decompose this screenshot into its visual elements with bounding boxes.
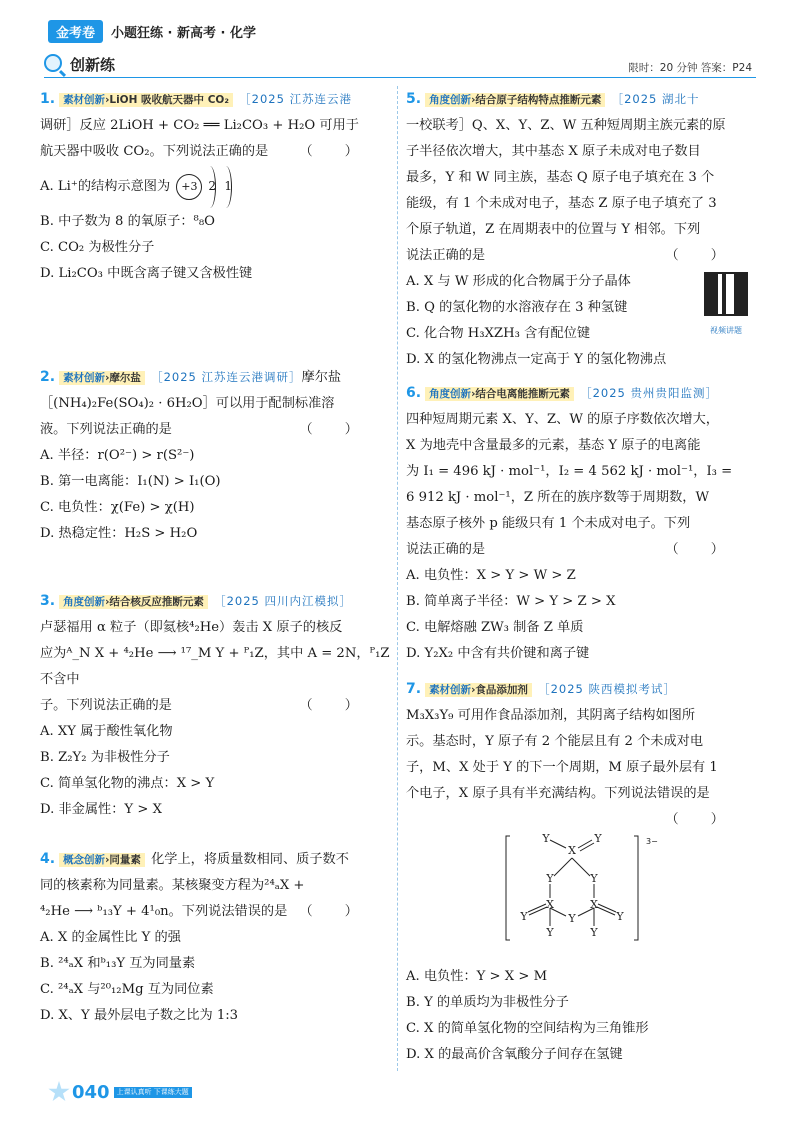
magnifier-icon bbox=[44, 54, 62, 72]
source-label: ［2025 江苏连云港调研］ bbox=[151, 370, 302, 384]
question-stem: 示。基态时，Y 原子有 2 个能层且有 2 个未成对电 bbox=[406, 734, 704, 749]
question-stem: 说法正确的是 （ ） bbox=[406, 537, 758, 563]
question-number: 3. bbox=[40, 593, 56, 609]
question-5 bbox=[406, 86, 758, 373]
shell-arc bbox=[220, 166, 232, 208]
option-b[interactable]: B. Y 的单质均为非极性分子 bbox=[406, 995, 569, 1010]
question-1 bbox=[40, 86, 392, 287]
option-b[interactable]: B. Z₂Y₂ 为非极性分子 bbox=[40, 750, 170, 765]
atom-label: Y bbox=[546, 872, 554, 885]
answer-paren: （ ） bbox=[665, 542, 738, 557]
question-3 bbox=[40, 588, 392, 823]
option-d[interactable]: D. 非金属性：Y > X bbox=[40, 802, 162, 817]
question-stem: ［(NH₄)₂Fe(SO₄)₂ · 6H₂O］可以用于配制标准溶 bbox=[40, 396, 335, 411]
question-stem: 航天器中吸收 CO₂。下列说法正确的是 （ ） bbox=[40, 139, 392, 165]
section-title: 创新练 bbox=[70, 56, 116, 74]
question-number: 1. bbox=[40, 91, 56, 107]
shell-electrons: 2 bbox=[208, 178, 216, 193]
question-stem: 子半径依次增大，其中基态 X 原子未成对电子数目 bbox=[406, 144, 701, 159]
series-title: 小题狂练 · 新高考 · 化学 bbox=[111, 25, 256, 41]
option-a[interactable]: A. XY 属于酸性氧化物 bbox=[40, 724, 173, 739]
answer-paren: （ ） bbox=[665, 812, 738, 827]
tag-badge: 素材创新›LiOH 吸收航天器中 CO₂ bbox=[59, 93, 233, 107]
page-footer bbox=[48, 1074, 192, 1110]
option-c[interactable]: C. CO₂ 为极性分子 bbox=[40, 240, 155, 255]
question-6 bbox=[406, 380, 758, 667]
question-stem: 个电子，X 原子具有半充满结构。下列说法错误的是 bbox=[406, 786, 710, 801]
question-number: 7. bbox=[406, 681, 422, 697]
option-d[interactable]: D. Li₂CO₃ 中既含离子键又含极性键 bbox=[40, 266, 253, 281]
question-head bbox=[40, 86, 392, 113]
source-label: ［2025 贵州贵阳监测］ bbox=[580, 386, 719, 400]
question-stem: 个原子轨道，Z 在周期表中的位置与 Y 相邻。下列 bbox=[406, 222, 701, 237]
option-a[interactable]: A. X 的金属性比 Y 的强 bbox=[40, 930, 181, 945]
question-7 bbox=[406, 676, 758, 1062]
question-stem: 6 912 kJ · mol⁻¹，Z 所在的族序数等于周期数，W bbox=[406, 490, 710, 505]
question-stem: 同的核素称为同量素。某核聚变方程为²⁴ₐX + bbox=[40, 878, 305, 893]
answer-paren: （ ） bbox=[299, 144, 372, 159]
question-stem: 子。下列说法正确的是 （ ） bbox=[40, 693, 392, 719]
timing-info: 限时：20 分钟 答案：P24 bbox=[628, 62, 752, 74]
question-stem: 应为ᴬ_N X + ⁴₂He ⟶ ¹⁷_M Y + ᴾ₁Z，其中 A = 2N，ᴾ₁Z 不含中 bbox=[40, 646, 390, 687]
source-label: ［2025 湖北十 bbox=[611, 92, 700, 106]
question-stem: 调研］反应 2LiOH + CO₂ ══ Li₂CO₃ + H₂O 可用于 bbox=[40, 118, 359, 133]
option-c[interactable]: C. 简单氢化物的沸点：X > Y bbox=[40, 776, 215, 791]
question-stem: X 为地壳中含量最多的元素，基态 Y 原子的电离能 bbox=[406, 438, 701, 453]
source-label: ［2025 四川内江模拟］ bbox=[214, 594, 353, 608]
question-head bbox=[406, 380, 758, 407]
shell-arc bbox=[204, 166, 216, 208]
tag-badge: 概念创新›同量素 bbox=[59, 853, 145, 867]
option-c[interactable]: C. 电解熔融 ZW₃ 制备 Z 单质 bbox=[406, 620, 584, 635]
option-c[interactable]: C. 电负性：χ(Fe) > χ(H) bbox=[40, 500, 195, 515]
question-number: 6. bbox=[406, 385, 422, 401]
question-number: 5. bbox=[406, 91, 422, 107]
question-stem: 化学上，将质量数相同、质子数不 bbox=[151, 852, 349, 867]
question-stem: 说法正确的是 （ ） bbox=[406, 243, 758, 269]
option-b[interactable]: B. 中子数为 8 的氧原子：⁸₈O bbox=[40, 214, 215, 229]
option-c[interactable]: C. ²⁴ₐX 与²⁰₁₂Mg 互为同位素 bbox=[40, 982, 214, 997]
tag-badge: 素材创新›摩尔盐 bbox=[59, 371, 145, 385]
question-stem: 为 I₁ = 496 kJ · mol⁻¹，I₂ = 4 562 kJ · mol⁻¹，I₃ = bbox=[406, 464, 733, 479]
tag-badge: 角度创新›结合电离能推断元素 bbox=[425, 387, 574, 401]
page-header bbox=[48, 20, 256, 42]
question-stem: 最多，Y 和 W 同主族，基态 Q 原子电子填充在 3 个 bbox=[406, 170, 715, 185]
shell-electrons: 1 bbox=[224, 178, 232, 193]
nucleus-circle: +3 bbox=[176, 174, 202, 200]
source-label: ［2025 江苏连云港 bbox=[239, 92, 353, 106]
section-header bbox=[44, 52, 756, 78]
ion-charge: 3− bbox=[646, 837, 658, 846]
atom-label: Y bbox=[546, 926, 554, 939]
answer-paren: （ ） bbox=[665, 248, 738, 263]
question-head bbox=[406, 676, 758, 703]
option-d[interactable]: D. Y₂X₂ 中含有共价键和离子键 bbox=[406, 646, 590, 661]
tag-badge: 素材创新›食品添加剂 bbox=[425, 683, 532, 697]
atom-label: Y bbox=[542, 832, 550, 845]
atom-label: X bbox=[546, 898, 554, 911]
column-divider bbox=[397, 86, 398, 1071]
question-stem: ⁴₂He ⟶ ᵇ₁₃Y + 4¹₀n。下列说法错误的是 （ ） bbox=[40, 899, 392, 925]
star-icon bbox=[48, 1081, 70, 1103]
anion-structure-svg bbox=[506, 832, 656, 944]
question-stem: 四种短周期元素 X、Y、Z、W 的原子序数依次增大， bbox=[406, 412, 719, 427]
answer-paren: （ ） bbox=[299, 698, 372, 713]
question-number: 4. bbox=[40, 851, 56, 867]
source-label: ［2025 陕西模拟考试］ bbox=[538, 682, 677, 696]
option-b[interactable]: B. ²⁴ₐX 和ᵇ₁₃Y 互为同量素 bbox=[40, 956, 196, 971]
qr-label: 视频讲题 bbox=[710, 326, 742, 335]
answer-paren: （ ） bbox=[299, 422, 372, 437]
option-a[interactable]: A. 电负性：X > Y > W > Z bbox=[406, 568, 576, 583]
option-a[interactable]: A. 半径：r(O²⁻) > r(S²⁻) bbox=[40, 448, 195, 463]
options-group bbox=[406, 964, 758, 1068]
option-b[interactable]: B. 第一电离能：I₁(N) > I₁(O) bbox=[40, 474, 221, 489]
page-number: 040 bbox=[72, 1081, 110, 1103]
option-a[interactable]: A. X 与 W 形成的化合物属于分子晶体 bbox=[406, 274, 631, 289]
atom-label: Y bbox=[590, 926, 598, 939]
option-b[interactable]: B. Q 的氢化物的水溶液存在 3 种氢键 bbox=[406, 300, 628, 315]
option-c[interactable]: C. 化合物 H₃XZH₃ 含有配位键 bbox=[406, 326, 591, 341]
question-stem: 基态原子核外 p 能级只有 1 个未成对电子。下列 bbox=[406, 516, 691, 531]
atom-label: Y bbox=[594, 832, 602, 845]
question-stem: 摩尔盐 bbox=[301, 370, 342, 385]
question-stem: 液。下列说法正确的是 （ ） bbox=[40, 417, 392, 443]
qr-code[interactable] bbox=[704, 272, 748, 316]
atom-label: X bbox=[568, 844, 576, 857]
footer-slogan: 上课认真听 下课练大题 bbox=[114, 1087, 192, 1098]
tag-badge: 角度创新›结合核反应推断元素 bbox=[59, 595, 208, 609]
tag-badge: 角度创新›结合原子结构特点推断元素 bbox=[425, 93, 605, 107]
atom-label: Y bbox=[590, 872, 598, 885]
question-stem: 一校联考］Q、X、Y、Z、W 五种短周期主族元素的原 bbox=[406, 118, 726, 133]
option-c[interactable]: C. X 的简单氢化物的空间结构为三角锥形 bbox=[406, 1021, 649, 1036]
option-b[interactable]: B. 简单离子半径：W > Y > Z > X bbox=[406, 594, 616, 609]
question-head bbox=[406, 86, 758, 113]
question-4 bbox=[40, 846, 392, 1029]
brand-logo: 金考卷 bbox=[48, 20, 103, 43]
question-head bbox=[40, 588, 392, 615]
atom-label: X bbox=[590, 898, 598, 911]
atom-label: Y bbox=[616, 910, 624, 923]
answer-paren: （ ） bbox=[299, 904, 372, 919]
question-stem: 子，M、X 处于 Y 的下一个周期，M 原子最外层有 1 bbox=[406, 760, 718, 775]
question-head bbox=[40, 846, 392, 873]
anion-structure-diagram bbox=[506, 832, 656, 944]
option-a[interactable]: A. 电负性：Y > X > M bbox=[406, 969, 548, 984]
option-d[interactable]: D. 热稳定性：H₂S > H₂O bbox=[40, 526, 198, 541]
atom-label: Y bbox=[520, 910, 528, 923]
question-2 bbox=[40, 364, 392, 547]
option-d[interactable]: D. X、Y 最外层电子数之比为 1:3 bbox=[40, 1008, 239, 1023]
question-stem: 卢瑟福用 α 粒子（即氦核⁴₂He）轰击 X 原子的核反 bbox=[40, 620, 343, 635]
option-a[interactable]: A. Li⁺的结构示意图为 +3 2 1 bbox=[40, 165, 392, 209]
question-stem: M₃X₃Y₉ 可用作食品添加剂，其阴离子结构如图所 bbox=[406, 708, 696, 723]
question-stem bbox=[406, 807, 758, 833]
option-d[interactable]: D. X 的最高价含氧酸分子间存在氢键 bbox=[406, 1047, 623, 1062]
option-d[interactable]: D. X 的氢化物沸点一定高于 Y 的氢化物沸点 bbox=[406, 352, 667, 367]
atom-label: Y bbox=[568, 912, 576, 925]
question-number: 2. bbox=[40, 369, 56, 385]
question-stem: 能级，有 1 个未成对电子，基态 Z 原子电子填充了 3 bbox=[406, 196, 717, 211]
question-head bbox=[40, 364, 392, 391]
ion-structure-diagram bbox=[176, 172, 256, 202]
